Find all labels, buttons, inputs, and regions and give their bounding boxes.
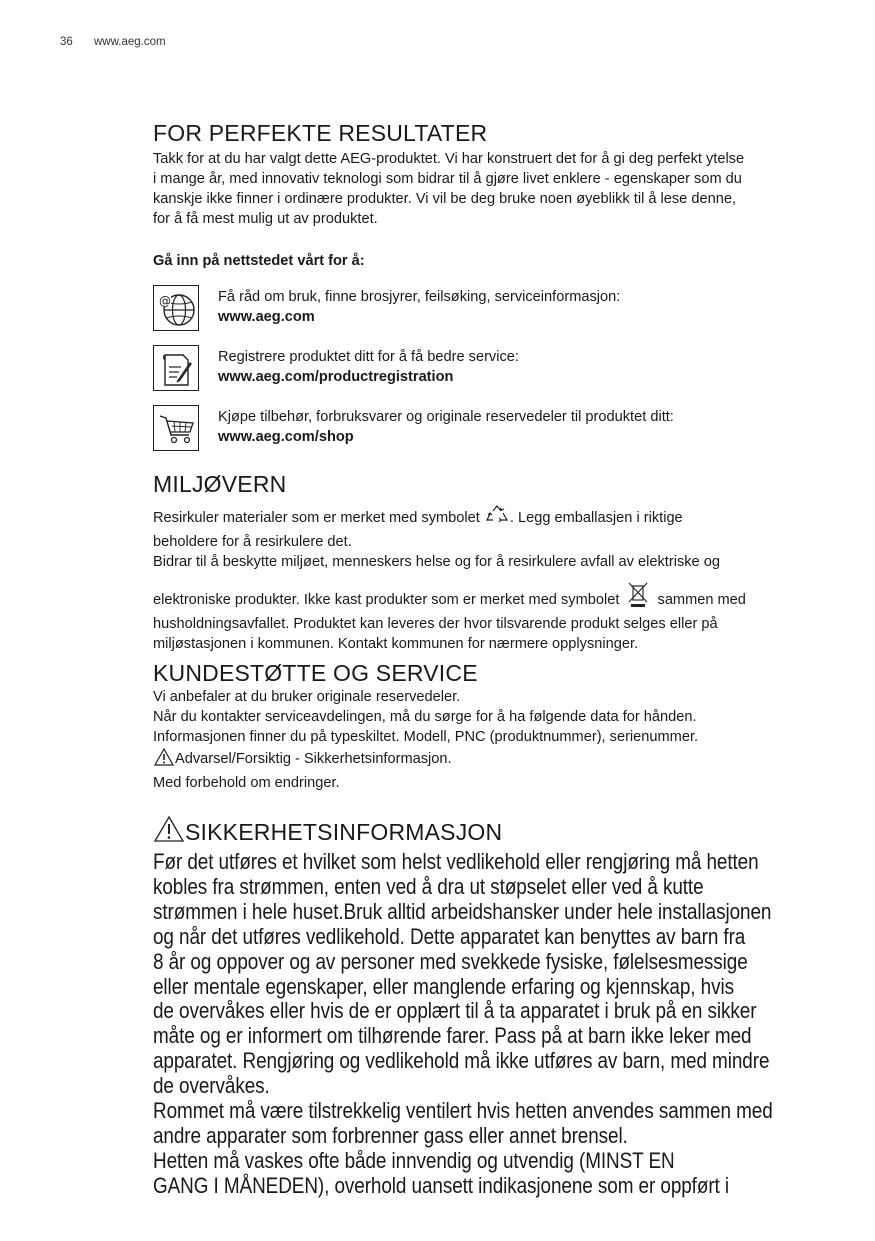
support-paragraph: Vi anbefaler at du bruker originale reservedeler. Når du kontakter serviceavdelingen, må du sørge for å ha følgende data for hånden. Informasjonen finner du på typeskiltet. Modell, PNC (produktnummer), serienummer. Advarsel/Forsiktig - Sikkerhetsinformasjon. Med forbehold om endringer. (153, 689, 699, 791)
recycle-icon (484, 504, 510, 532)
environment-paragraph-2: elektroniske produkter. Ikke kast produkter som er merket med symbolet sammen med husholdningsavfallet. Produktet kan leveres der hvor tilsvarende produkt selges eller på miljøstasjonen i kommunen. Kontakt kommunen for nærmere opplysninger. (153, 582, 843, 654)
safety-title: SIKKERHETSINFORMASJON (153, 815, 873, 849)
safety-line: strømmen i hele huset.Bruk alltid arbeidshansker under hele installasjonen (153, 898, 772, 924)
safety-line: måte og er informert om tilhørende farer. Pass på at barn ikke leker med (153, 1023, 752, 1049)
shopping-cart-icon (153, 405, 199, 451)
intro-line: i mange år, med innovativ teknologi som bidrar til å gjøre livet enklere - egenskaper som du (153, 171, 742, 187)
intro-title: FOR PERFEKTE RESULTATER (153, 120, 488, 146)
support-section (153, 660, 843, 793)
safety-line: eller mentale egenskaper, eller manglende erfaring og kjennskap, hvis (153, 973, 734, 999)
safety-line: andre apparater som forbrenner gass eller annet brensel. (153, 1122, 628, 1148)
link-url[interactable]: www.aeg.com/productregistration (218, 369, 454, 385)
safety-line: Hetten må vaskes ofte både innvendig og utvendig (MINST EN (153, 1147, 675, 1173)
intro-line: Takk for at du har valgt dette AEG-produktet. Vi har konstruert det for å gi deg perfekt ytelse (153, 151, 745, 167)
globe-at-icon (153, 285, 199, 331)
page-number: 36 (60, 36, 73, 48)
intro-line: for å få mest mulig ut av produktet. (153, 211, 378, 227)
safety-line: apparatet. Rengjøring og vedlikehold må ikke utføres av barn, med mindre (153, 1048, 770, 1074)
support-title: KUNDESTØTTE OG SERVICE (153, 660, 478, 686)
safety-line: Rommet må være tilstrekkelig ventilert hvis hetten anvendes sammen med (153, 1098, 773, 1124)
safety-line: de overvåkes eller hvis de er opplært til å ta apparatet i bruk på en sikker (153, 998, 757, 1024)
safety-line: 8 år og oppover og av personer med svekkede fysiske, følelsesmessige (153, 948, 748, 974)
safety-text (153, 850, 832, 1199)
document-pen-icon (153, 345, 199, 391)
environment-section (153, 471, 843, 654)
environment-paragraph: Resirkuler materialer som er merket med symbolet . Legg emballasjen i riktige beholdere for å resirkulere det. Bidrar til å beskytte miljøet, menneskers helse og for å resirkulere avfall av elektriske og (153, 504, 843, 572)
warning-icon (153, 747, 175, 773)
crossed-bin-icon (623, 582, 653, 614)
warning-icon (153, 815, 185, 849)
link-description: Registrere produktet ditt for å få bedre service: (218, 349, 519, 365)
link-url[interactable]: www.aeg.com (218, 309, 315, 325)
header-site[interactable]: www.aeg.com (94, 36, 166, 48)
link-url[interactable]: www.aeg.com/shop (218, 429, 354, 445)
page-header (60, 36, 166, 48)
link-description: Få råd om bruk, finne brosjyrer, feilsøking, serviceinformasjon: (218, 289, 621, 305)
svg-text:@: @ (159, 294, 171, 308)
safety-section (153, 815, 873, 1199)
safety-line: de overvåkes. (153, 1073, 270, 1099)
safety-line: og når det utføres vedlikehold. Dette apparatet kan benyttes av barn fra (153, 923, 746, 949)
intro-paragraph (153, 149, 843, 229)
intro-section (153, 120, 843, 271)
safety-line: Før det utføres et hvilket som helst vedlikehold eller rengjøring må hetten (153, 849, 759, 874)
environment-title: MILJØVERN (153, 471, 287, 497)
intro-line: kanskje ikke finner i ordinære produkter. Vi vil be deg bruke noen øyeblikk til å lese denne, (153, 191, 736, 207)
visit-heading: Gå inn på nettstedet vårt for å: (153, 253, 365, 269)
link-description: Kjøpe tilbehør, forbruksvarer og originale reservedeler til produktet ditt: (218, 409, 674, 425)
safety-line: GANG I MÅNEDEN), overhold uansett indikasjonene som er oppført i (153, 1172, 730, 1198)
safety-line: kobles fra strømmen, enten ved å dra ut støpselet eller ved å kutte (153, 873, 704, 899)
